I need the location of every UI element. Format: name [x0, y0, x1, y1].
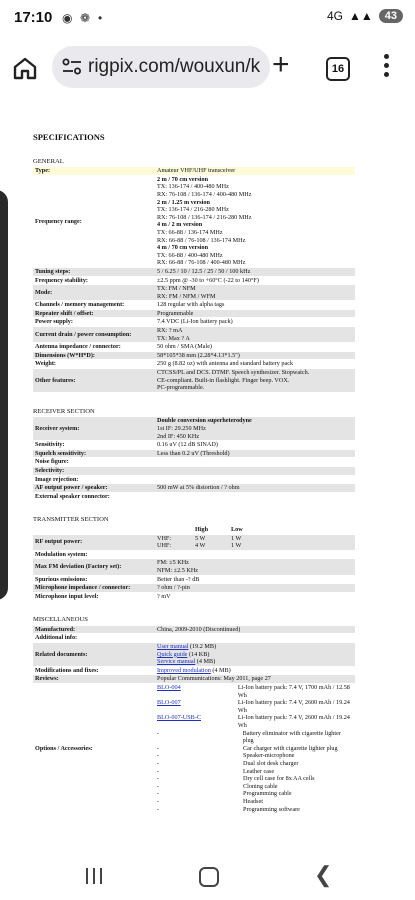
option-desc: Dual slot desk charger: [243, 759, 299, 767]
power-header: High Low: [195, 525, 243, 533]
spec-title: SPECIFICATIONS: [33, 132, 105, 142]
spec-value-line: TX: 66-88 / 136-174 MHz: [157, 228, 223, 236]
table-row: [33, 492, 355, 500]
spec-value-line: 5 / 6.25 / 10 / 12.5 / 25 / 50 / 100 kHz: [157, 267, 251, 275]
option-code-link[interactable]: BLO-007: [157, 699, 181, 707]
table-row: [33, 175, 355, 267]
spec-value-line: RX: FM / NFM / WFM: [157, 292, 216, 300]
table-row: [33, 369, 355, 392]
table-row: Related documents: User manual (19.2 MB) Quick guide (14 KB) Service manual (4 MB): [33, 643, 355, 667]
option-code: -: [157, 775, 160, 783]
spec-value-line: [157, 467, 353, 475]
receiver-table: [33, 416, 355, 500]
quick-guide-link[interactable]: Quick guide: [157, 650, 188, 658]
spec-value-line: [157, 476, 353, 484]
list-item: [157, 714, 353, 729]
table-row: [33, 449, 355, 458]
table-row: [33, 167, 355, 176]
spec-value: [155, 492, 355, 500]
network-type: 4G: [326, 9, 343, 23]
table-row: [33, 351, 355, 360]
spec-value-line: TX: 136-174 / 216-280 MHz: [157, 206, 229, 214]
option-code: -: [157, 759, 160, 767]
spec-value: [155, 360, 355, 369]
spec-value: [155, 441, 355, 450]
spec-value: [155, 475, 355, 484]
misc-heading: MISCELLANEOUS: [33, 616, 88, 624]
spec-label: Sensitivity:: [33, 441, 155, 450]
rf-output-power-label: RF output power:: [33, 534, 155, 550]
misc-table: [33, 625, 355, 813]
spec-label: Weight:: [33, 360, 155, 369]
spec-label: Repeater shift / offset:: [33, 309, 155, 318]
url-text: rigpix.com/wouxun/k: [88, 56, 261, 77]
list-item: [157, 760, 353, 768]
table-row: [33, 584, 355, 593]
spec-value: [155, 484, 355, 493]
option-desc: Dry cell case for 8x AA cells: [243, 775, 315, 783]
spec-label: Noise figure:: [33, 458, 155, 467]
spec-value: [155, 550, 355, 559]
spec-value-line: Less than 0.2 uV (Threshold): [157, 449, 230, 457]
list-item: [157, 806, 353, 814]
general-table: [33, 166, 355, 392]
table-row: [33, 441, 355, 450]
spec-value: [155, 318, 355, 327]
spec-label: Modulation system:: [33, 550, 155, 559]
option-desc: Leather case: [243, 767, 275, 775]
spec-label: Squelch sensitivity:: [33, 449, 155, 458]
spec-value: [155, 458, 355, 467]
table-row: [33, 475, 355, 484]
table-row: [33, 559, 355, 575]
spec-label: Type:: [33, 167, 155, 176]
list-item: [157, 790, 353, 798]
table-row: Reviews: Popular Communications: May 2011, page 27: [33, 675, 355, 684]
browser-toolbar: [0, 36, 415, 100]
spec-value: [155, 175, 355, 267]
table-row: [33, 360, 355, 369]
list-item: [157, 798, 353, 806]
spec-value-line: 128 regular with alpha tags: [157, 301, 225, 309]
list-item: [157, 775, 353, 783]
spec-value-line: [157, 493, 353, 501]
radio-photo: [0, 190, 8, 600]
option-desc: Programming software: [243, 805, 300, 813]
option-code-link[interactable]: BLO-007-USB-C: [157, 714, 202, 722]
spec-label: Current drain / power consumption:: [33, 327, 155, 343]
option-desc: Cloning cable: [243, 782, 278, 790]
fan-icon: ❁: [80, 11, 91, 25]
back-icon[interactable]: ❮: [314, 862, 333, 887]
spec-value-line: 50 ohm / SMA (Male): [157, 343, 212, 351]
site-settings-icon[interactable]: [62, 58, 82, 76]
spec-value: [155, 351, 355, 360]
spec-value-line: 250 g (8.82 oz) with antenna and standard battery pack: [157, 360, 294, 368]
spec-value: [155, 309, 355, 318]
table-row: [33, 267, 355, 276]
spec-document: [33, 100, 358, 813]
clock: 17:10: [14, 9, 53, 26]
table-row: Manufactured: China, 2009-2010 (Discontinued): [33, 625, 355, 634]
option-code: -: [157, 767, 160, 775]
spec-value: [155, 327, 355, 343]
spec-label: Other features:: [33, 369, 155, 392]
option-code: -: [157, 790, 160, 798]
spec-label: Frequency range:: [33, 175, 155, 267]
spec-value: [155, 285, 355, 301]
spec-value-line: ? ohm / ?-pin: [157, 584, 190, 592]
table-row: [33, 327, 355, 343]
spec-value: [155, 343, 355, 352]
spec-label: Frequency stability:: [33, 276, 155, 285]
table-row: Options / Accessories: BLO-004 Li-Ion battery pack: 7.4 V, 1700 mAh / 12.58 Wh BLO-007 Li-Ion battery pack: 7.4 V, 2600 mAh / 19.24 Wh BLO-007-USB-C Li-Ion battery pack: 7.4 V, 2600 mAh / 19.24 Wh - Battery eliminator with cigarette lighter plug - Car charger with cigarette lighter plug - Speaker-microphone - Dual slot desk charger - Leather case - Dry cell case for 8x AA cells - Cloning cable - Programming cable - Headset - Programming software: [33, 684, 355, 814]
battery-level: 43: [379, 9, 403, 23]
table-row: [33, 309, 355, 318]
list-item: [157, 745, 353, 753]
spec-value-line: 500 mW at 5% distortion / ? ohm: [157, 484, 240, 492]
tab-switcher-button[interactable]: 16: [326, 57, 350, 81]
spec-label: Power supply:: [33, 318, 155, 327]
spec-value-line: 7.4 VDC (Li-Ion battery pack): [157, 318, 233, 326]
receiver-heading: RECEIVER SECTION: [33, 407, 95, 415]
spec-value: [155, 167, 355, 176]
spec-value: [155, 466, 355, 475]
table-row: [33, 466, 355, 475]
spec-label: Microphone impedance / connector:: [33, 584, 155, 593]
option-code: -: [157, 752, 160, 760]
user-manual-link[interactable]: User manual: [157, 643, 189, 651]
address-bar[interactable]: [52, 46, 270, 88]
new-tab-button[interactable]: +: [272, 48, 290, 81]
home-button-icon[interactable]: [199, 867, 219, 887]
spec-label: AF output power / speaker:: [33, 484, 155, 493]
option-desc: Programming cable: [243, 790, 292, 798]
spec-value: [155, 417, 355, 441]
spec-value-line: 2 m / 70 cm version: [157, 175, 209, 183]
spec-value: [155, 276, 355, 285]
spec-label: Tuning steps:: [33, 267, 155, 276]
table-row: [33, 276, 355, 285]
transmitter-heading: TRANSMITTER SECTION: [33, 516, 109, 524]
spec-value-line: FM: ±5 KHz: [157, 559, 189, 567]
list-item: [157, 768, 353, 776]
option-code: -: [157, 744, 160, 752]
recent-apps-icon[interactable]: [86, 868, 102, 884]
table-row: [33, 525, 355, 534]
table-row: [33, 592, 355, 600]
spec-value-line: 1st IF: 29.250 MHz: [157, 425, 206, 432]
table-row: [33, 534, 355, 550]
spec-value-line: RX: 66-88 / 76-108 / 400-480 MHz: [157, 259, 246, 267]
spec-value-line: 2 m / 1.25 m version: [157, 198, 210, 206]
list-item: [157, 699, 353, 714]
list-item: [157, 783, 353, 791]
option-code-link[interactable]: BLO-004: [157, 684, 181, 692]
spec-value-line: TX: 66-88 / 400-480 MHz: [157, 251, 223, 259]
option-desc: Speaker-microphone: [243, 752, 295, 760]
service-manual-link[interactable]: Service manual: [157, 658, 196, 666]
transmitter-table: [33, 525, 355, 600]
spec-label: Image rejection:: [33, 475, 155, 484]
system-nav-bar: [0, 852, 415, 900]
spec-value-line: Amateur VHF/UHF transceiver: [157, 167, 236, 175]
spec-value-line: CE-compliant. Built-in flashlight. Finger beep. VOX.: [157, 376, 290, 384]
spec-value-line: RX: 66-88 / 76-108 / 136-174 MHz: [157, 236, 246, 244]
option-code: -: [157, 805, 160, 813]
option-desc: Battery eliminator with cigarette lighter plug: [242, 729, 341, 745]
table-row: [33, 285, 355, 301]
table-row: [33, 343, 355, 352]
spec-label: Microphone input level:: [33, 592, 155, 600]
option-desc: Li-Ion battery pack: 7.4 V, 1700 mAh / 12.58 Wh: [237, 684, 350, 699]
spec-value-line: Programmable: [157, 309, 194, 317]
table-row: [33, 417, 355, 441]
spec-label: Receiver system:: [33, 417, 155, 441]
table-row: Additional info:: [33, 634, 355, 643]
spec-value-line: Better than -? dB: [157, 575, 200, 583]
spec-value-line: 0.16 uV (12 dB SINAD): [157, 441, 218, 449]
spec-value-line: PC-programmable.: [157, 384, 205, 392]
spec-label: Selectivity:: [33, 466, 155, 475]
table-row: [33, 550, 355, 559]
spec-value-line: NFM: ±2.5 KHz: [157, 566, 199, 574]
web-page: [0, 100, 415, 852]
spec-value-line: CTCSS/PL and DCS. DTMF. Speech synthesizer. Stopwatch.: [157, 369, 310, 377]
spec-value: [155, 592, 355, 600]
list-item: [157, 752, 353, 760]
spec-value-line: TX: FM / NFM: [157, 285, 196, 293]
spec-value-line: [157, 551, 353, 559]
message-icon: ◉: [62, 11, 73, 25]
table-row: [33, 458, 355, 467]
spec-value-line: 4 m / 70 cm version: [157, 244, 209, 252]
spec-value-line: TX: Max ? A: [157, 334, 190, 342]
option-code: -: [157, 797, 160, 805]
table-row: [33, 301, 355, 310]
spec-value-line: [157, 458, 353, 466]
home-icon[interactable]: [12, 56, 38, 80]
power-uhf: UHF: 4 W 1 W: [157, 542, 242, 550]
option-code: -: [157, 782, 160, 790]
spec-label: Antenna impedance / connector:: [33, 343, 155, 352]
spec-value-line: RX: 76-108 / 136-174 / 400-480 MHz: [157, 190, 252, 198]
spec-value-line: 58*105*38 mm (2.28*4.13*1.5"): [157, 351, 240, 359]
spec-label: Spurious emissions:: [33, 575, 155, 584]
spec-value-line: Double conversion superheterodyne: [157, 417, 252, 425]
table-row: [33, 575, 355, 584]
spec-value-line: 4 m / 2 m version: [157, 221, 203, 229]
spec-value-line: RX: 76-108 / 136-174 / 216-280 MHz: [157, 213, 252, 221]
option-desc: Car charger with cigarette lighter plug: [243, 744, 338, 752]
spec-value-line: 2nd IF: 450 KHz: [157, 432, 200, 440]
power-vhf: VHF: 5 W 1 W: [157, 534, 242, 542]
spec-value: [155, 449, 355, 458]
table-row: [33, 484, 355, 493]
spec-value: [155, 301, 355, 310]
option-desc: Li-Ion battery pack: 7.4 V, 2600 mAh / 19.24 Wh: [237, 714, 350, 729]
spec-value: [155, 267, 355, 276]
improved-modulation-link[interactable]: Improved modulation: [157, 666, 211, 674]
option-code: -: [157, 729, 160, 737]
spec-label: Max FM deviation (Factory set):: [33, 559, 155, 575]
spec-value: [155, 575, 355, 584]
spec-label: Mode:: [33, 285, 155, 301]
notification-dot-icon: •: [98, 11, 103, 25]
spec-label: External speaker connector:: [33, 492, 155, 500]
more-menu-icon[interactable]: [384, 54, 390, 81]
spec-value-line: RX: ? mA: [157, 327, 183, 335]
status-bar: [0, 0, 415, 36]
list-item: [157, 730, 353, 745]
spec-value: [155, 369, 355, 392]
spec-label: Channels / memory management:: [33, 301, 155, 310]
spec-label: Dimensions (W*H*D):: [33, 351, 155, 360]
option-desc: Li-Ion battery pack: 7.4 V, 2600 mAh / 19.24 Wh: [237, 699, 350, 714]
table-row: Modifications and fixes: Improved modulation (4 MB): [33, 666, 355, 675]
list-item: [157, 684, 353, 699]
spec-value: [155, 584, 355, 593]
general-heading: GENERAL: [33, 157, 64, 165]
table-row: [33, 318, 355, 327]
rf-output-label: [33, 525, 155, 534]
spec-value-line: ? mV: [157, 592, 171, 600]
spec-value-line: ±2.5 ppm @ -30 to +60°C (-22 to 140°F): [157, 276, 259, 284]
signal-icon: ▲▲: [348, 9, 373, 23]
spec-value-line: TX: 136-174 / 400-480 MHz: [157, 183, 229, 191]
spec-value: [155, 559, 355, 575]
option-desc: Headset: [243, 797, 263, 805]
